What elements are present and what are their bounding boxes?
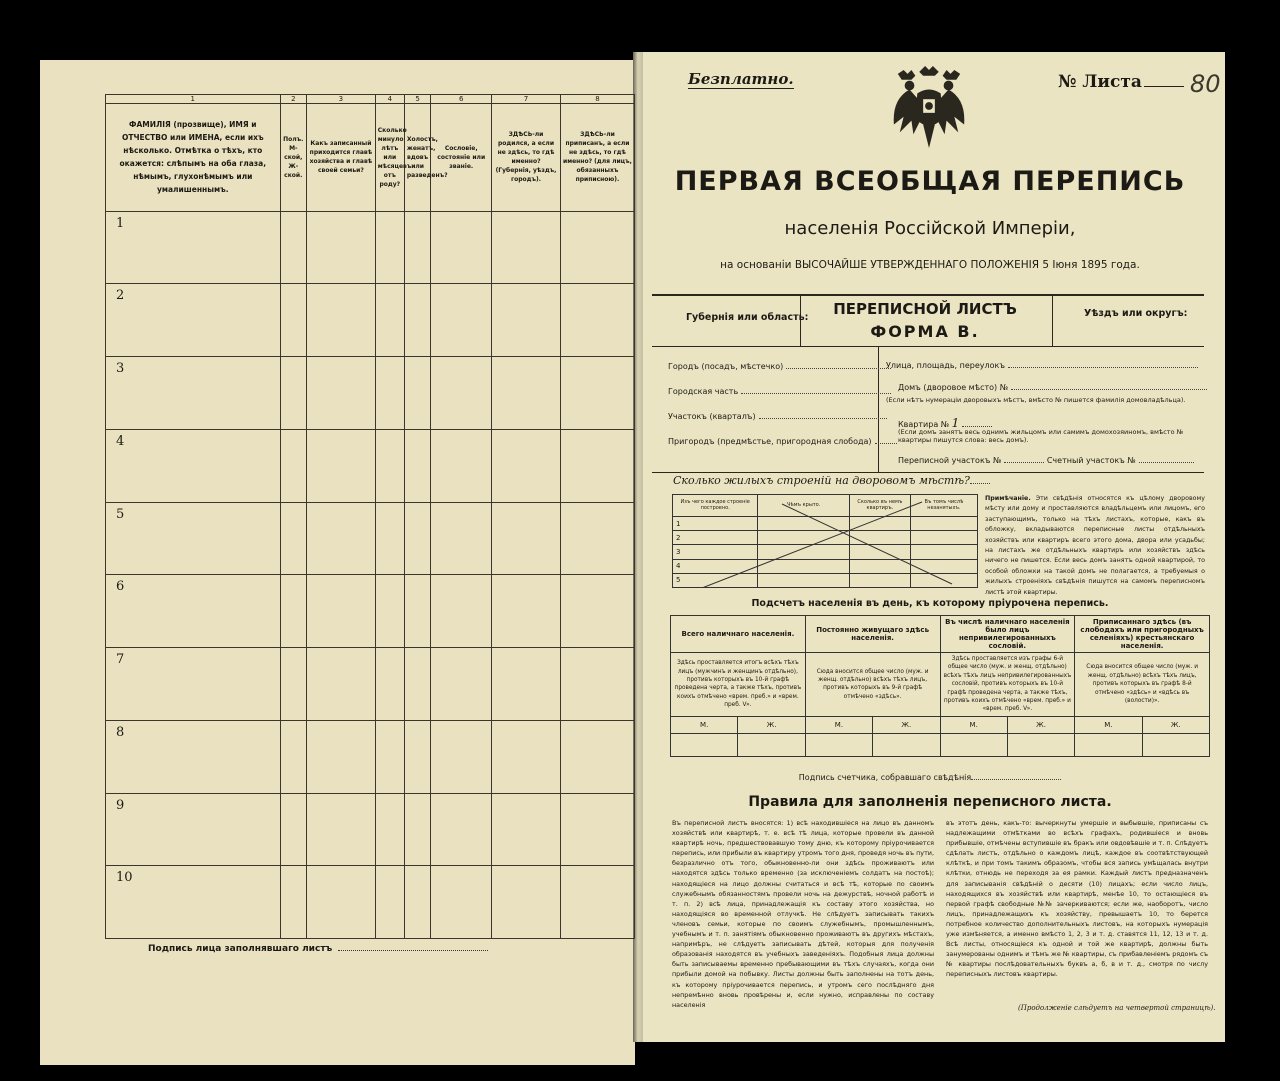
table-cell bbox=[280, 575, 306, 648]
table-cell bbox=[404, 502, 430, 575]
buildings-col-material: Изъ чего каждое строеніе построено. bbox=[673, 495, 758, 517]
table-cell bbox=[849, 545, 910, 559]
table-cell bbox=[910, 545, 977, 559]
buildings-table bbox=[672, 494, 978, 588]
count-col-present: Всего наличнаго населенія. bbox=[671, 616, 806, 653]
column-number-row bbox=[106, 95, 635, 104]
table-cell bbox=[404, 575, 430, 648]
table-cell bbox=[307, 648, 376, 721]
table-cell bbox=[375, 211, 404, 284]
table-row bbox=[106, 502, 635, 575]
field-ward: Участокъ (кварталъ) bbox=[668, 412, 887, 421]
table-row bbox=[106, 720, 635, 793]
row-number: 3 bbox=[673, 545, 758, 559]
count-col-peasants: Приписаннаго здѣсь (въ слободахъ или пригородныхъ селеніяхъ) крестьянскаго населенія. bbox=[1075, 616, 1210, 653]
table-cell bbox=[404, 793, 430, 866]
row-number: 9 bbox=[106, 793, 281, 866]
field-suburb: Пригородъ (предмѣстье, пригородная слобода) bbox=[668, 437, 897, 446]
table-cell bbox=[849, 516, 910, 530]
female-label: Ж. bbox=[1142, 716, 1209, 733]
table-cell bbox=[280, 502, 306, 575]
table-cell bbox=[280, 357, 306, 430]
table-cell bbox=[375, 793, 404, 866]
table-cell bbox=[307, 793, 376, 866]
table-cell bbox=[849, 531, 910, 545]
table-cell bbox=[280, 793, 306, 866]
document-subtitle: населенія Россійской Имперіи, bbox=[784, 218, 1076, 239]
buildings-remark bbox=[985, 494, 1205, 598]
table-cell bbox=[560, 284, 634, 357]
table-cell bbox=[280, 429, 306, 502]
table-cell bbox=[280, 720, 306, 793]
table-cell bbox=[560, 793, 634, 866]
table-cell bbox=[560, 575, 634, 648]
table-cell bbox=[560, 866, 634, 939]
col-number: 3 bbox=[307, 95, 376, 104]
table-cell bbox=[910, 516, 977, 530]
female-label: Ж. bbox=[1007, 716, 1074, 733]
divider bbox=[652, 294, 1204, 296]
col-number: 1 bbox=[106, 95, 281, 104]
col-number: 2 bbox=[280, 95, 306, 104]
table-cell bbox=[431, 575, 492, 648]
table-cell bbox=[560, 502, 634, 575]
bleed-through-shadow bbox=[140, 180, 150, 215]
remark-label: Примѣчаніе. bbox=[985, 495, 1031, 502]
table-cell bbox=[307, 720, 376, 793]
table-cell bbox=[492, 211, 561, 284]
row-number: 8 bbox=[106, 720, 281, 793]
table-row bbox=[673, 531, 978, 545]
table-cell bbox=[280, 648, 306, 721]
table-cell bbox=[431, 357, 492, 430]
table-cell bbox=[492, 866, 561, 939]
table-cell bbox=[375, 720, 404, 793]
table-cell bbox=[404, 866, 430, 939]
table-cell bbox=[307, 502, 376, 575]
count-cell bbox=[805, 733, 872, 756]
table-cell bbox=[560, 211, 634, 284]
left-signature-line bbox=[148, 944, 488, 954]
table-cell bbox=[560, 357, 634, 430]
table-cell bbox=[849, 573, 910, 587]
col-header-name: ФАМИЛІЯ (прозвище), ИМЯ и ОТЧЕСТВО или ИМЕНА, если ихъ нѣсколько. Отмѣтка о тѣхъ, кто окажется: слѣпымъ на оба глаза, нѣмымъ, глухонѣмымъ или умалишеннымъ. bbox=[106, 104, 281, 212]
table-cell bbox=[492, 284, 561, 357]
divider bbox=[652, 346, 1204, 347]
table-row bbox=[673, 516, 978, 530]
table-row bbox=[106, 648, 635, 721]
count-desc: Сюда вносится общее число (муж. и женщ. отдѣльно) всѣхъ тѣхъ лицъ, противъ которыхъ въ 9-й графѣ отмѣчено «здѣсь». bbox=[805, 653, 940, 717]
table-cell bbox=[375, 502, 404, 575]
count-desc: Здѣсь проставляется изъ графы 6-й общее число (муж. и женщ. отдѣльно) всѣхъ тѣхъ лицъ непривилегированныхъ сословій, противъ которыхъ въ 10-й графѣ проведена черта, а также тѣхъ, противъ коихъ отмѣчено «врем. преб.» и «врем. преб. V». bbox=[940, 653, 1075, 717]
population-count-title: Подсчетъ населенія въ день, къ которому пріурочена перепись. bbox=[751, 598, 1109, 609]
sheet-number bbox=[1058, 72, 1184, 92]
table-cell bbox=[307, 357, 376, 430]
count-cell bbox=[873, 733, 940, 756]
document-title: ПЕРВАЯ ВСЕОБЩАЯ ПЕРЕПИСЬ bbox=[674, 166, 1186, 197]
rules-title: Правила для заполненія переписного листа. bbox=[748, 794, 1112, 810]
apartment-note: (Если домъ занятъ весь однимъ жильцомъ или самимъ домохозяиномъ, вмѣсто № квартиры пишутся слова: весь домъ). bbox=[898, 428, 1184, 444]
table-cell bbox=[910, 531, 977, 545]
table-row bbox=[106, 866, 635, 939]
enumerator-signature: Подпись счетчика, собравшаго свѣдѣнія bbox=[650, 773, 1210, 782]
row-number: 2 bbox=[673, 531, 758, 545]
population-count-table bbox=[670, 615, 1210, 757]
left-signature-label: Подпись лица заполнявшаго листъ bbox=[148, 944, 333, 954]
row-number: 4 bbox=[673, 559, 758, 573]
col-number: 8 bbox=[560, 95, 634, 104]
table-cell bbox=[307, 866, 376, 939]
col-header-estate: Сословіе, состояніе или званіе. bbox=[431, 104, 492, 212]
table-cell bbox=[404, 648, 430, 721]
buildings-col-vacant: Въ томъ числѣ незанятыхъ. bbox=[910, 495, 977, 517]
table-cell bbox=[431, 284, 492, 357]
table-cell bbox=[910, 559, 977, 573]
table-cell bbox=[280, 866, 306, 939]
count-col-permanent: Постоянно живущаго здѣсь населенія. bbox=[805, 616, 940, 653]
female-label: Ж. bbox=[738, 716, 805, 733]
buildings-question: Сколько жилыхъ строеній на дворовомъ мѣстѣ? bbox=[673, 474, 990, 487]
female-label: Ж. bbox=[873, 716, 940, 733]
table-cell bbox=[492, 793, 561, 866]
table-cell bbox=[492, 502, 561, 575]
table-cell bbox=[307, 575, 376, 648]
count-cell bbox=[671, 733, 738, 756]
table-cell bbox=[404, 211, 430, 284]
table-cell bbox=[431, 502, 492, 575]
rules-text-right: въ этотъ день, какъ-то: вычеркнуты умершіе и выбывшіе, приписаны съ надлежащими отмѣтками во всѣхъ графахъ, родившіеся и вновь прибывшіе, отмѣчены вступившіе въ бракъ или овдовѣвшіе и т. п. Слѣдуетъ сдѣлать листъ, отдѣльно о каждомъ лицѣ, каждое въ соотвѣтствующей клѣткѣ, и при томъ такимъ образомъ, чтобы вся запись умѣщалась внутри клѣтки, отнюдь не переходя за ея рамки. Каждый листъ предназначенъ для записыванія свѣдѣній о десяти (10) лицахъ; если число лицъ, находящихся въ хозяйствѣ или квартирѣ, менѣе 10, то остающіеся въ первой графѣ свободные №№ зачеркиваются; если же, наоборотъ, число лицъ, принадлежащихъ къ хозяйству, превышаетъ 10, то берется потребное количество дополнительныхъ листовъ, на которыхъ нумерація уже измѣняется, а именно вмѣсто 1, 2, 3 и т. д. ставятся 11, 12, 13 и т. д. Всѣ листы, относящіеся къ одной и той же квартирѣ, должны быть занумерованы однимъ и тѣмъ же № квартиры, съ прибавленіемъ рядомъ съ № квартиры послѣдовательныхъ буквъ а, б, в и т. д., смотря по числу переписныхъ листовъ квартиры. bbox=[946, 819, 1208, 979]
legal-basis: на основаніи ВЫСОЧАЙШЕ УТВЕРЖДЕННАГО ПОЛОЖЕНІЯ 5 Іюня 1895 года. bbox=[720, 259, 1140, 271]
sheet-number-label: № Листа bbox=[1058, 72, 1142, 92]
table-cell bbox=[492, 429, 561, 502]
table-cell bbox=[280, 284, 306, 357]
table-row bbox=[106, 793, 635, 866]
field-town: Городъ (посадъ, мѣстечко) bbox=[668, 362, 891, 371]
buildings-col-roof: Чѣмъ крыто. bbox=[758, 495, 850, 517]
count-col-nonprivileged: Въ числѣ наличнаго населенія было лицъ непривилегированныхъ сословій. bbox=[940, 616, 1075, 653]
col-number: 4 bbox=[375, 95, 404, 104]
table-cell bbox=[375, 284, 404, 357]
table-row bbox=[673, 545, 978, 559]
field-street: Улица, площадь, переулокъ bbox=[886, 361, 1198, 370]
table-cell bbox=[431, 429, 492, 502]
table-row bbox=[106, 575, 635, 648]
table-cell bbox=[758, 516, 850, 530]
row-number: 1 bbox=[673, 516, 758, 530]
table-row bbox=[106, 429, 635, 502]
field-city-part: Городская часть bbox=[668, 387, 891, 396]
row-number: 10 bbox=[106, 866, 281, 939]
handwritten-sheet-number: 80 bbox=[1190, 70, 1221, 98]
col-header-marital: Холостъ, женатъ, вдовъ или разведенъ? bbox=[404, 104, 430, 212]
table-row bbox=[106, 284, 635, 357]
count-cell bbox=[1007, 733, 1074, 756]
table-cell bbox=[431, 866, 492, 939]
form-name: ФОРМА В. bbox=[870, 322, 980, 341]
male-label: М. bbox=[940, 716, 1007, 733]
divider bbox=[652, 472, 1204, 473]
col-header-birthplace: ЗДѢСЬ-ли родился, а если не здѣсь, то гдѣ именно? (Губернія, уѣздъ, городъ). bbox=[492, 104, 561, 212]
row-number: 3 bbox=[106, 357, 281, 430]
table-cell bbox=[307, 211, 376, 284]
apartment-value: 1 bbox=[951, 416, 960, 430]
table-cell bbox=[758, 573, 850, 587]
male-label: М. bbox=[805, 716, 872, 733]
row-number: 7 bbox=[106, 648, 281, 721]
table-cell bbox=[280, 211, 306, 284]
table-cell bbox=[492, 720, 561, 793]
col-header-sex: Полъ. М-ской, Ж-ской. bbox=[280, 104, 306, 212]
table-cell bbox=[375, 866, 404, 939]
count-desc: Сюда вносится общее число (муж. и женщ. отдѣльно) всѣхъ тѣхъ лицъ, противъ которыхъ въ графѣ 8-й отмѣчено «здѣсь» и «вдѣсь въ (волости)». bbox=[1075, 653, 1210, 717]
rules-text-left: Въ переписной листъ вносятся: 1) всѣ находившіеся на лицо въ данномъ хозяйствѣ или квартирѣ, т. е. всѣ тѣ лица, которые провели въ данной квартирѣ ночь, предшествовавшую тому дню, къ которому пріурочивается перепись, или прибыли въ квартиру утромъ того дня, проведя ночь въ пути, безразлично отъ того, обыкновенно-ли они здѣсь проживаютъ или находятся здѣсь только временно (за исключеніемъ солдатъ на постоѣ); находящіеся на лицо должны считаться и всѣ тѣ, которые по своимъ служебнымъ обязанностямъ провели ночь на дежурствѣ, ночной работѣ и т. п. 2) всѣ лица, принадлежащія къ составу этого хозяйства, но находящіяся во временной отлучкѣ. Не слѣдуетъ записывать такихъ членовъ семьи, которые по своимъ служебнымъ, промышленнымъ, учебнымъ и т. п. занятіямъ обыкновенно проживаютъ въ другихъ мѣстахъ, напримѣръ, не слѣдуетъ записывать дѣтей, которыя для полученія образованія находятся въ учебныхъ заведеніяхъ. Подобныя лица должны быть записываемы временно пребывающими въ тѣхъ случаяхъ, когда они прибыли домой на побывку. Листы должны быть заполнены на тотъ день, къ которому пріурочивается перепись, и утромъ сего послѣдняго дня непремѣнно вновь провѣрены и, если нужно, исправлены по составу населенія bbox=[672, 819, 934, 1009]
row-number: 4 bbox=[106, 429, 281, 502]
table-cell bbox=[307, 429, 376, 502]
table-cell bbox=[375, 575, 404, 648]
col-number: 7 bbox=[492, 95, 561, 104]
count-cell bbox=[738, 733, 805, 756]
field-house: Домъ (дворовое мѣсто) № bbox=[898, 383, 1207, 392]
table-cell bbox=[492, 357, 561, 430]
remark-text: Эти свѣдѣнія относятся къ цѣлому дворовому мѣсту или дому и проставляются владѣльцемъ или лицомъ, его заступающимъ, только на тѣхъ листахъ, которые, какъ въ обложку, вкладываются переписные листы отдѣльныхъ хозяйствъ или квартиръ всего этого дома, двора или усадьбы; на листахъ же отдѣльныхъ квартиръ или хозяйствъ здѣсь ничего не пишется. Если весь домъ занятъ одной квартирой, то особой обложки на такой домъ не полагается, а требуемыя о жилыхъ строеніяхъ свѣдѣнія пишутся на самомъ переписномъ листѣ этой квартиры. bbox=[985, 495, 1205, 596]
house-note: (Если нѣтъ нумераціи дворовыхъ мѣстъ, вмѣсто № пишется фамилія домовладѣльца). bbox=[886, 396, 1186, 404]
row-number: 2 bbox=[106, 284, 281, 357]
sheet-type: ПЕРЕПИСНОЙ ЛИСТЪ bbox=[833, 300, 1017, 318]
table-cell bbox=[910, 573, 977, 587]
district-label: Уѣздъ или округъ: bbox=[1084, 308, 1188, 319]
table-cell bbox=[431, 211, 492, 284]
imperial-eagle-emblem-icon bbox=[890, 64, 968, 150]
table-cell bbox=[404, 429, 430, 502]
col-number: 6 bbox=[431, 95, 492, 104]
table-cell bbox=[375, 648, 404, 721]
column-header-row bbox=[106, 104, 635, 212]
row-number: 1 bbox=[106, 211, 281, 284]
table-cell bbox=[758, 545, 850, 559]
field-census-district: Переписной участокъ № Счетный участокъ № bbox=[898, 456, 1194, 465]
table-row bbox=[106, 357, 635, 430]
row-number: 5 bbox=[106, 502, 281, 575]
col-header-age: Сколько минуло лѣтъ или мѣсяцевъ отъ роду? bbox=[375, 104, 404, 212]
count-desc: Здѣсь проставляется итогъ всѣхъ тѣхъ лицъ (мужчинъ и женщинъ отдѣльно), противъ которыхъ въ 10-й графѣ проведена черта, а также тѣхъ, противъ коихъ отмѣчено «врем. преб.» и «врем. преб. V». bbox=[671, 653, 806, 717]
count-cell bbox=[1142, 733, 1209, 756]
table-cell bbox=[492, 648, 561, 721]
row-number: 6 bbox=[106, 575, 281, 648]
col-header-relation: Какъ записанный приходится главѣ хозяйства и главѣ своей семьи? bbox=[307, 104, 376, 212]
table-cell bbox=[758, 531, 850, 545]
table-cell bbox=[375, 429, 404, 502]
table-cell bbox=[560, 648, 634, 721]
table-cell bbox=[375, 357, 404, 430]
table-cell bbox=[849, 559, 910, 573]
table-row bbox=[106, 211, 635, 284]
province-label: Губернія или область: bbox=[686, 312, 809, 323]
census-register-table bbox=[105, 94, 635, 939]
table-cell bbox=[560, 720, 634, 793]
col-header-registration: ЗДѢСЬ-ли приписанъ, а если не здѣсь, то гдѣ именно? (для лицъ, обязанныхъ приписною). bbox=[560, 104, 634, 212]
free-label: Безплатно. bbox=[688, 70, 794, 88]
table-cell bbox=[307, 284, 376, 357]
continued-note: (Продолженіе слѣдуетъ на четвертой страницѣ). bbox=[1018, 1004, 1216, 1012]
table-cell bbox=[560, 429, 634, 502]
table-cell bbox=[404, 720, 430, 793]
count-cell bbox=[940, 733, 1007, 756]
col-number: 5 bbox=[404, 95, 430, 104]
field-apartment: Квартира № 1 bbox=[898, 416, 992, 430]
male-label: М. bbox=[671, 716, 738, 733]
divider bbox=[1052, 296, 1053, 346]
table-cell bbox=[431, 793, 492, 866]
table-row bbox=[673, 559, 978, 573]
table-cell bbox=[431, 648, 492, 721]
buildings-col-apartments: Сколько въ немъ квартиръ. bbox=[849, 495, 910, 517]
table-cell bbox=[492, 575, 561, 648]
table-cell bbox=[431, 720, 492, 793]
count-cell bbox=[1075, 733, 1142, 756]
row-number: 5 bbox=[673, 573, 758, 587]
table-cell bbox=[758, 559, 850, 573]
table-cell bbox=[404, 357, 430, 430]
table-cell bbox=[404, 284, 430, 357]
field-counting-district: Счетный участокъ № bbox=[1046, 456, 1136, 465]
male-label: М. bbox=[1075, 716, 1142, 733]
table-row bbox=[673, 573, 978, 587]
